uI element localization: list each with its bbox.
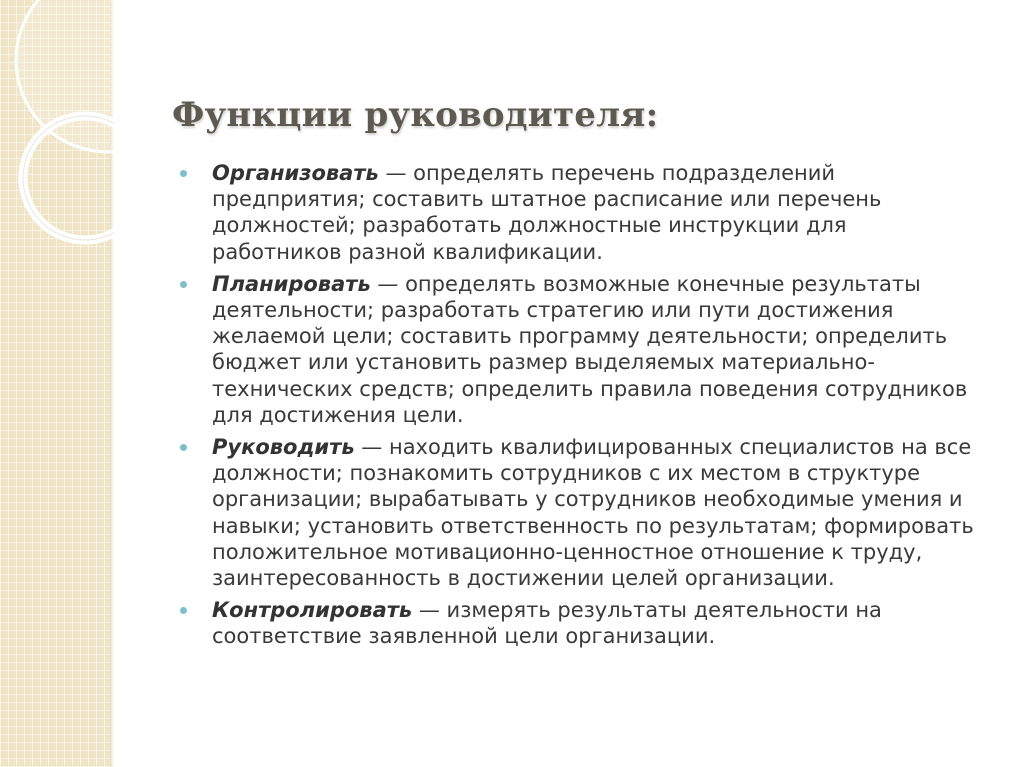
- desc-plan: — определять возможные конечные результаты деятельности; разработать стратегию или пути достижения желаемой цели; составить программу деятельности; определить бюджет или установить размер выделяемых материально-технических средств; определить правила поведения сотрудников для достижения цели.: [212, 271, 968, 427]
- slide-title: Функции руководителя:: [172, 94, 659, 135]
- bullet-icon: [180, 281, 187, 288]
- desc-lead: — находить квалифицированных специалистов на все должности; познакомить сотрудников с их местом в структуре организации; вырабатывать у сотрудников необходимые умения и навыки; установить ответственность по результатам; формировать положительное мотивационно-ценностное отношение к труду, заинтересованность в достижении целей организации.: [212, 435, 974, 591]
- list-item-organize: [178, 160, 978, 265]
- bullet-icon: [180, 170, 187, 177]
- decorative-circles: [0, 0, 114, 767]
- bullet-icon: [180, 607, 187, 614]
- term-plan: Планировать: [212, 271, 371, 296]
- desc-organize: — определять перечень подразделений предприятия; составить штатное расписание или перечень должностей; разработать должностные инструкции для работников разной квалификации.: [212, 161, 882, 264]
- bullet-icon: [180, 444, 187, 451]
- functions-list: [178, 160, 978, 656]
- deco-circle-large: [16, 0, 114, 152]
- desc-control: — измерять результаты деятельности на соответствие заявленной цели организации.: [212, 598, 882, 649]
- list-item-lead: [178, 434, 978, 591]
- term-organize: Организовать: [212, 161, 379, 185]
- term-lead: Руководить: [212, 435, 355, 460]
- term-control: Контролировать: [212, 598, 413, 623]
- list-item-control: [178, 597, 978, 649]
- list-item-plan: [178, 271, 978, 428]
